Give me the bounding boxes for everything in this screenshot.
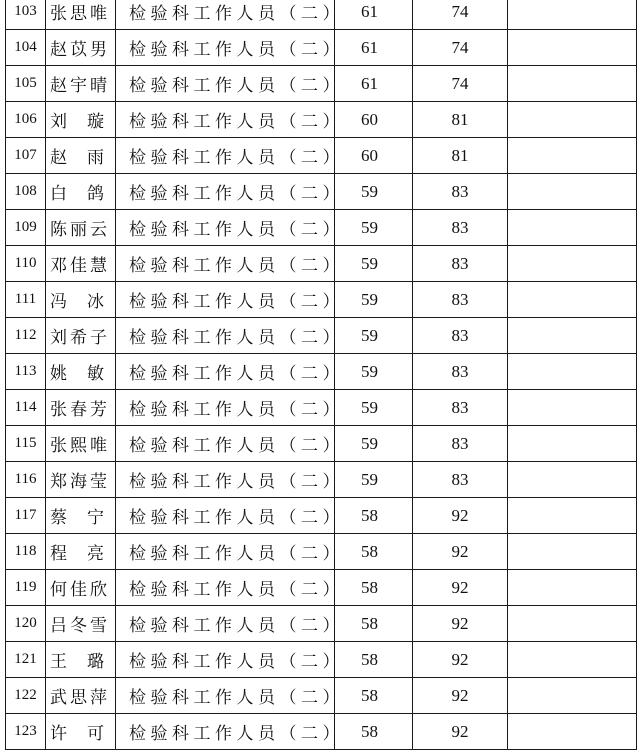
row-number-cell: 120: [6, 606, 46, 642]
rank-cell: 92: [413, 606, 508, 642]
row-number-cell: 111: [6, 282, 46, 318]
row-number-cell: 110: [6, 246, 46, 282]
row-number-cell: 121: [6, 642, 46, 678]
table-row: [6, 714, 637, 750]
score-cell: 58: [335, 642, 413, 678]
score-cell: 61: [335, 30, 413, 66]
note-cell: [508, 678, 637, 714]
rank-cell: 92: [413, 570, 508, 606]
name-cell: 刘希子: [46, 318, 116, 354]
row-number-cell: 118: [6, 534, 46, 570]
score-table: [5, 0, 637, 750]
table-row: [6, 30, 637, 66]
row-number-cell: 108: [6, 174, 46, 210]
row-number-cell: 116: [6, 462, 46, 498]
table-row: [6, 498, 637, 534]
position-cell: 检验科工作人员（二）: [116, 642, 335, 678]
note-cell: [508, 354, 637, 390]
rank-cell: 83: [413, 246, 508, 282]
rank-cell: 83: [413, 390, 508, 426]
name-cell: 蔡宁: [46, 498, 116, 534]
name-cell: 张熙唯: [46, 426, 116, 462]
score-cell: 59: [335, 390, 413, 426]
name-cell: 冯冰: [46, 282, 116, 318]
score-cell: 58: [335, 714, 413, 750]
table-row: [6, 66, 637, 102]
position-cell: 检验科工作人员（二）: [116, 570, 335, 606]
rank-cell: 92: [413, 498, 508, 534]
row-number-cell: 119: [6, 570, 46, 606]
rank-cell: 81: [413, 102, 508, 138]
score-cell: 60: [335, 102, 413, 138]
table-row: [6, 390, 637, 426]
note-cell: [508, 174, 637, 210]
rank-cell: 92: [413, 534, 508, 570]
note-cell: [508, 210, 637, 246]
table-row: [6, 138, 637, 174]
name-cell: 赵宇晴: [46, 66, 116, 102]
row-number-cell: 113: [6, 354, 46, 390]
name-cell: 张春芳: [46, 390, 116, 426]
rank-cell: 83: [413, 426, 508, 462]
name-cell: 赵雨: [46, 138, 116, 174]
table-row: [6, 282, 637, 318]
row-number-cell: 114: [6, 390, 46, 426]
table-row: [6, 0, 637, 30]
name-cell: 武思萍: [46, 678, 116, 714]
note-cell: [508, 246, 637, 282]
position-cell: 检验科工作人员（二）: [116, 30, 335, 66]
note-cell: [508, 0, 637, 30]
rank-cell: 74: [413, 0, 508, 30]
score-cell: 58: [335, 534, 413, 570]
table-row: [6, 246, 637, 282]
row-number-cell: 122: [6, 678, 46, 714]
score-cell: 61: [335, 66, 413, 102]
score-cell: 58: [335, 570, 413, 606]
position-cell: 检验科工作人员（二）: [116, 102, 335, 138]
note-cell: [508, 66, 637, 102]
note-cell: [508, 606, 637, 642]
table-body: [6, 0, 637, 750]
rank-cell: 83: [413, 210, 508, 246]
score-cell: 61: [335, 0, 413, 30]
position-cell: 检验科工作人员（二）: [116, 390, 335, 426]
note-cell: [508, 570, 637, 606]
note-cell: [508, 138, 637, 174]
position-cell: 检验科工作人员（二）: [116, 498, 335, 534]
note-cell: [508, 102, 637, 138]
note-cell: [508, 282, 637, 318]
note-cell: [508, 714, 637, 750]
name-cell: 何佳欣: [46, 570, 116, 606]
note-cell: [508, 642, 637, 678]
name-cell: 姚敏: [46, 354, 116, 390]
note-cell: [508, 390, 637, 426]
score-cell: 59: [335, 318, 413, 354]
row-number-cell: 106: [6, 102, 46, 138]
note-cell: [508, 462, 637, 498]
position-cell: 检验科工作人员（二）: [116, 426, 335, 462]
rank-cell: 83: [413, 318, 508, 354]
score-cell: 58: [335, 606, 413, 642]
rank-cell: 83: [413, 462, 508, 498]
table-row: [6, 462, 637, 498]
table-row: [6, 354, 637, 390]
name-cell: 吕冬雪: [46, 606, 116, 642]
name-cell: 陈丽云: [46, 210, 116, 246]
position-cell: 检验科工作人员（二）: [116, 138, 335, 174]
table-row: [6, 570, 637, 606]
score-cell: 59: [335, 462, 413, 498]
table-row: [6, 642, 637, 678]
position-cell: 检验科工作人员（二）: [116, 534, 335, 570]
score-cell: 59: [335, 246, 413, 282]
row-number-cell: 109: [6, 210, 46, 246]
table-row: [6, 318, 637, 354]
name-cell: 邓佳慧: [46, 246, 116, 282]
score-cell: 60: [335, 138, 413, 174]
rank-cell: 92: [413, 678, 508, 714]
row-number-cell: 105: [6, 66, 46, 102]
row-number-cell: 103: [6, 0, 46, 30]
table-row: [6, 210, 637, 246]
rank-cell: 74: [413, 66, 508, 102]
row-number-cell: 112: [6, 318, 46, 354]
row-number-cell: 104: [6, 30, 46, 66]
score-cell: 59: [335, 426, 413, 462]
rank-cell: 92: [413, 642, 508, 678]
note-cell: [508, 30, 637, 66]
rank-cell: 83: [413, 282, 508, 318]
table-row: [6, 426, 637, 462]
position-cell: 检验科工作人员（二）: [116, 606, 335, 642]
table-row: [6, 102, 637, 138]
table-row: [6, 606, 637, 642]
rank-cell: 74: [413, 30, 508, 66]
score-cell: 59: [335, 174, 413, 210]
row-number-cell: 115: [6, 426, 46, 462]
position-cell: 检验科工作人员（二）: [116, 282, 335, 318]
score-cell: 58: [335, 498, 413, 534]
position-cell: 检验科工作人员（二）: [116, 66, 335, 102]
rank-cell: 83: [413, 354, 508, 390]
position-cell: 检验科工作人员（二）: [116, 246, 335, 282]
position-cell: 检验科工作人员（二）: [116, 354, 335, 390]
note-cell: [508, 426, 637, 462]
name-cell: 王璐: [46, 642, 116, 678]
table-row: [6, 534, 637, 570]
note-cell: [508, 534, 637, 570]
name-cell: 郑海莹: [46, 462, 116, 498]
position-cell: 检验科工作人员（二）: [116, 0, 335, 30]
name-cell: 刘璇: [46, 102, 116, 138]
rank-cell: 83: [413, 174, 508, 210]
table-row: [6, 174, 637, 210]
row-number-cell: 123: [6, 714, 46, 750]
name-cell: 赵苡男: [46, 30, 116, 66]
name-cell: 程亮: [46, 534, 116, 570]
row-number-cell: 117: [6, 498, 46, 534]
row-number-cell: 107: [6, 138, 46, 174]
position-cell: 检验科工作人员（二）: [116, 678, 335, 714]
rank-cell: 81: [413, 138, 508, 174]
note-cell: [508, 498, 637, 534]
score-cell: 58: [335, 678, 413, 714]
score-cell: 59: [335, 282, 413, 318]
position-cell: 检验科工作人员（二）: [116, 714, 335, 750]
rank-cell: 92: [413, 714, 508, 750]
name-cell: 张思唯: [46, 0, 116, 30]
score-cell: 59: [335, 210, 413, 246]
position-cell: 检验科工作人员（二）: [116, 462, 335, 498]
position-cell: 检验科工作人员（二）: [116, 210, 335, 246]
score-cell: 59: [335, 354, 413, 390]
table-row: [6, 678, 637, 714]
note-cell: [508, 318, 637, 354]
name-cell: 许可: [46, 714, 116, 750]
name-cell: 白鸽: [46, 174, 116, 210]
position-cell: 检验科工作人员（二）: [116, 318, 335, 354]
position-cell: 检验科工作人员（二）: [116, 174, 335, 210]
